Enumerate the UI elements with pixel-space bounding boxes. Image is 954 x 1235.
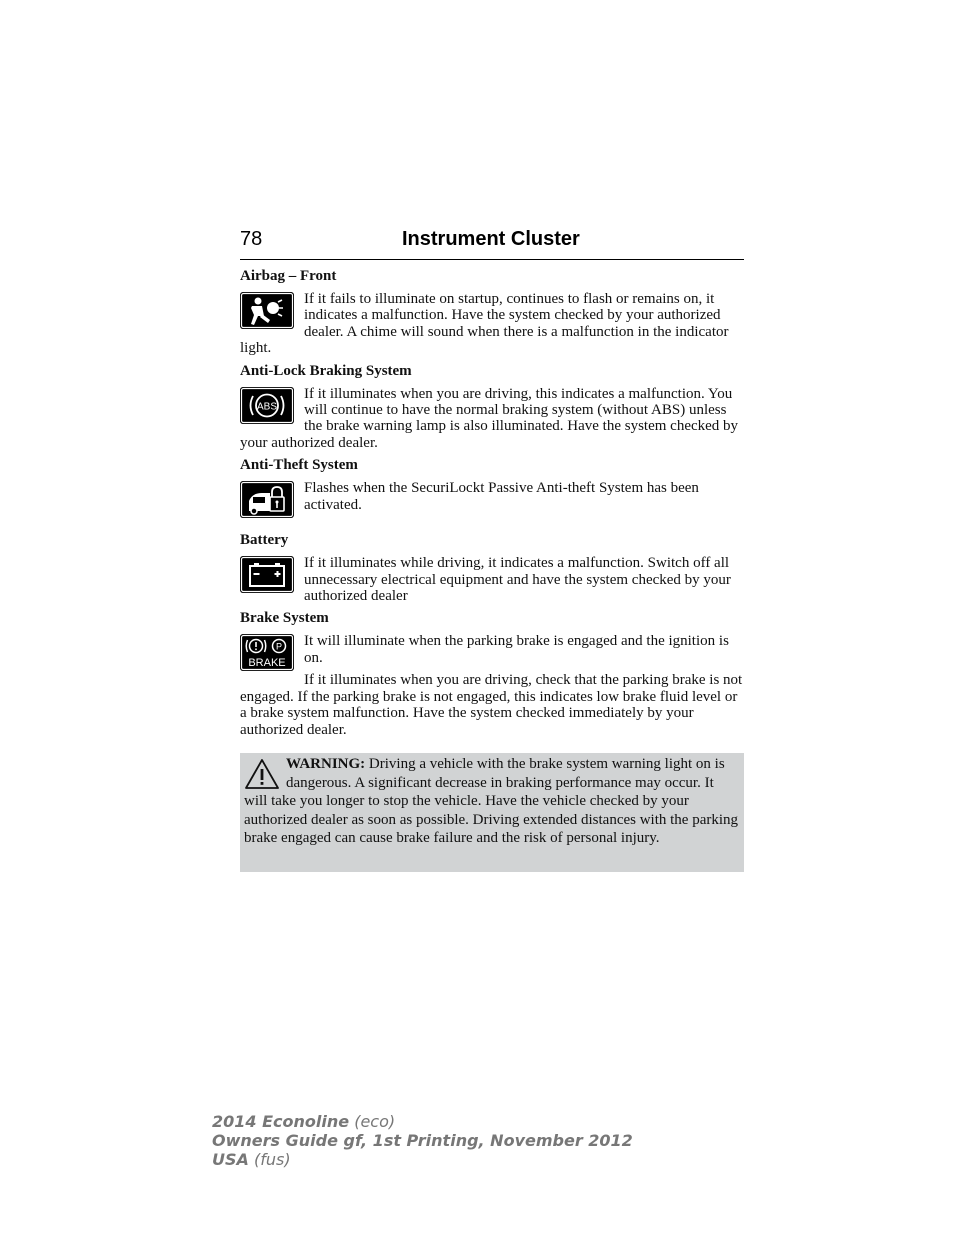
section-text: Flashes when the SecuriLockt Passive Anti-theft System has been activated.: [304, 480, 699, 513]
section-text-continued: If it illuminates when you are driving, check that the parking brake is not engaged. If the parking brake is not engaged, this indicates low brake fluid level or a brake system malfunction. Have the system checked immediately by your authorized dealer.: [240, 672, 743, 738]
section-text: It will illuminate when the parking brake is engaged and the ignition is on.: [304, 633, 729, 666]
section-text: If it fails to illuminate on startup, continues to flash or remains on, it indicates a malfunction. Have the system checked by your authorized dealer. A chime will sound when there is a malfunction in the indicator light.: [240, 291, 729, 357]
warning-label: WARNING:: [286, 756, 366, 772]
brake-icon: [240, 634, 294, 671]
section-heading: Brake System: [240, 610, 329, 627]
footer-guide: Owners Guide gf, 1st Printing, November 2012: [212, 1131, 633, 1150]
section-heading: Airbag – Front: [240, 268, 337, 284]
section-heading: Anti-Lock Braking System: [240, 362, 412, 379]
footer-model: 2014 Econoline: [212, 1112, 350, 1131]
footer-model-code: (eco): [354, 1112, 396, 1131]
section-heading: Anti-Theft System: [240, 457, 358, 474]
section-battery: [240, 531, 744, 604]
section-text: If it illuminates while driving, it indicates a malfunction. Switch off all unnecessary electrical equipment and have the system checked by your authorized dealer: [304, 555, 731, 605]
page-title: Instrument Cluster: [402, 228, 580, 250]
svg-text:ABS: ABS: [256, 401, 278, 413]
abs-icon: [240, 387, 294, 424]
anti-theft-icon: [240, 481, 294, 518]
warning-text: Driving a vehicle with the brake system warning light on is dangerous. A significant decrease in braking performance may occur. It will take you longer to stop the vehicle. Have the vehicle checked by your authorized dealer as soon as possible. Driving extended distances with the parking brake engaged can cause brake failure and the risk of personal injury.: [244, 756, 739, 847]
page-header: [240, 228, 744, 260]
warning-box: [240, 753, 744, 872]
section-abs: [240, 362, 744, 452]
section-heading: Battery: [240, 532, 289, 549]
footer-region: USA: [212, 1150, 249, 1169]
svg-text:P: P: [275, 641, 283, 652]
footer-region-code: (fus): [254, 1150, 291, 1169]
page-footer: [212, 1112, 633, 1169]
warning-triangle-icon: [244, 758, 280, 790]
section-brake: [240, 609, 744, 737]
airbag-icon: [240, 292, 294, 329]
section-text: If it illuminates when you are driving, this indicates a malfunction. You will continue to have the normal braking system (without ABS) unless the brake warning lamp is also illuminated. Have the system checked by your authorized dealer.: [240, 385, 739, 451]
section-anti-theft: [240, 456, 744, 518]
svg-text:BRAKE: BRAKE: [248, 657, 286, 670]
section-airbag: [240, 267, 744, 357]
page-number: 78: [240, 228, 263, 250]
battery-icon: [240, 556, 294, 593]
main-content: [240, 267, 744, 738]
